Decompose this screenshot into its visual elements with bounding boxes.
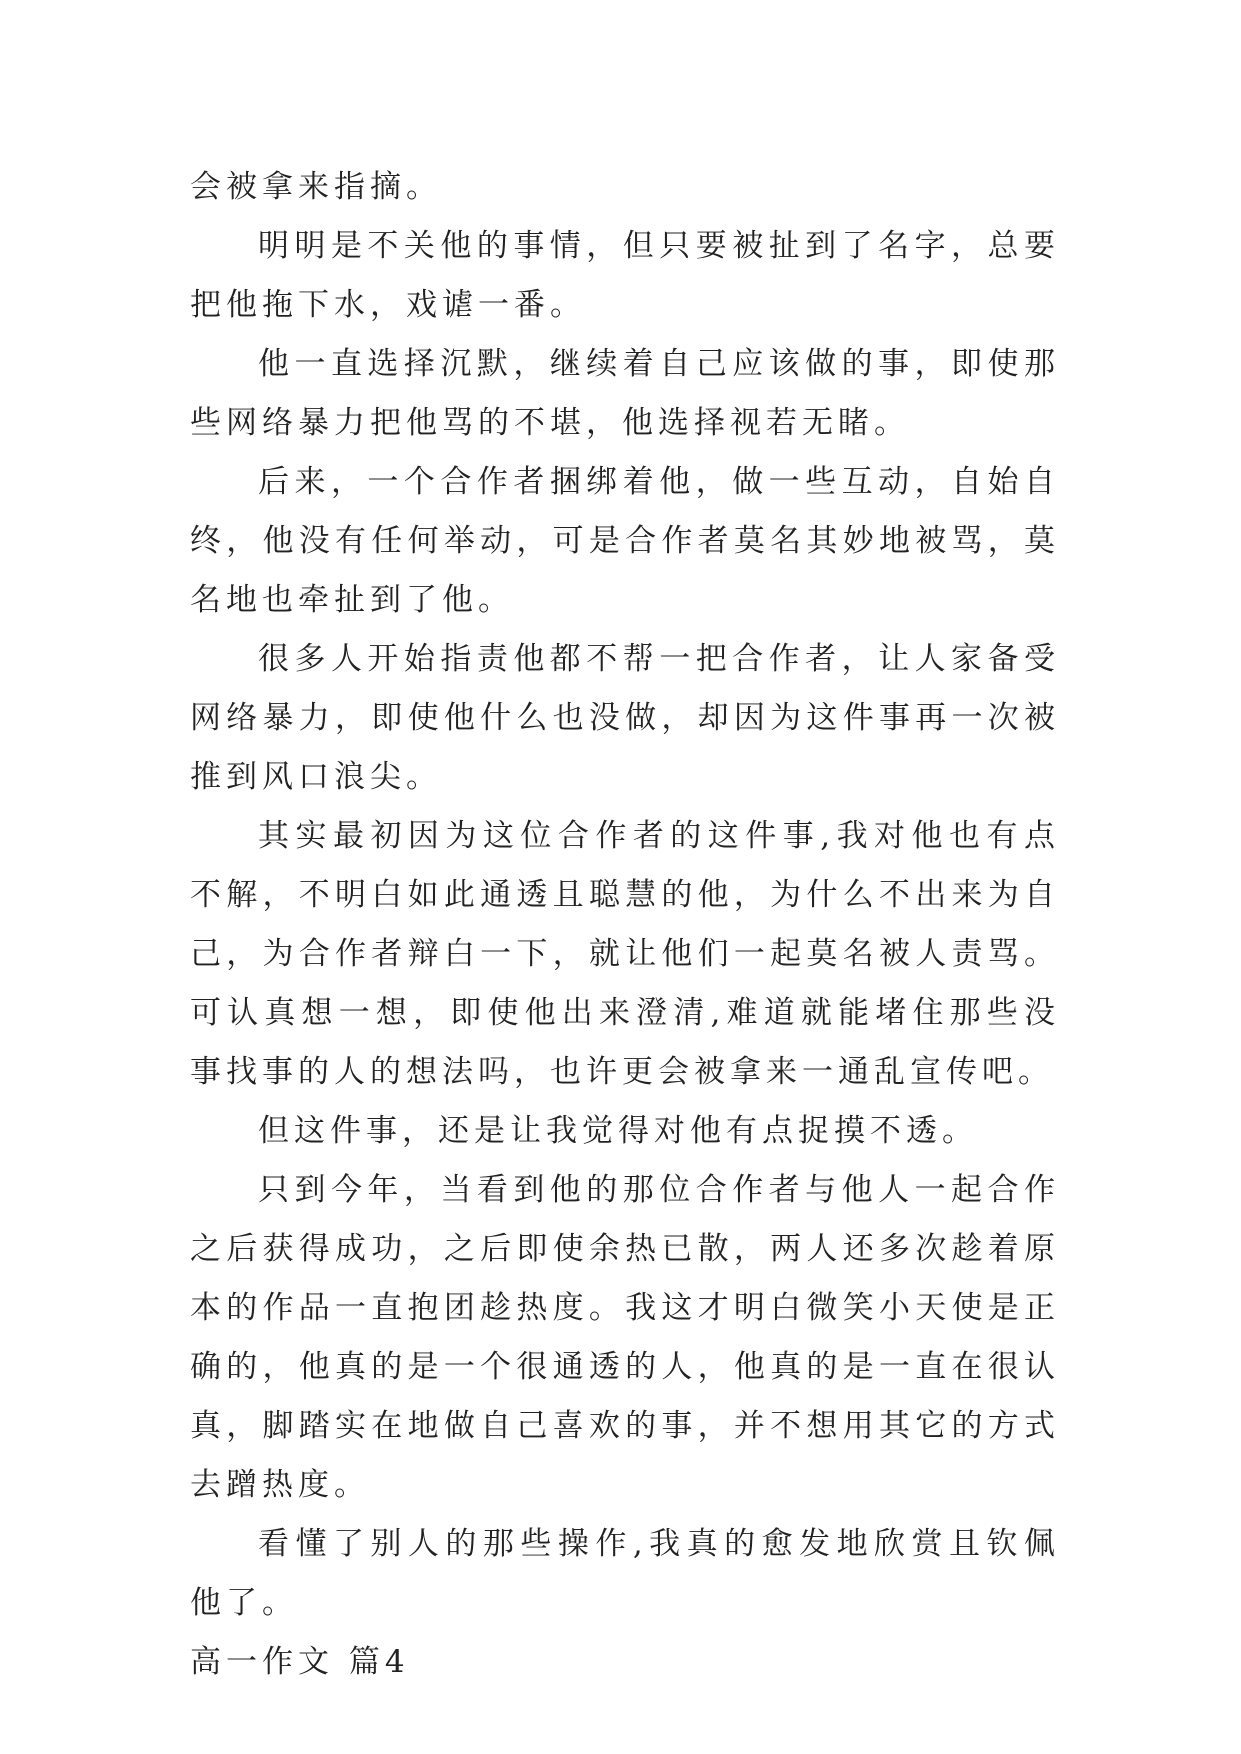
paragraph: 他一直选择沉默，继续着自己应该做的事，即使那些网络暴力把他骂的不堪，他选择视若无睹。	[190, 346, 1060, 441]
section-heading: 高一作文 篇4	[190, 1644, 410, 1680]
paragraph: 其实最初因为这位合作者的这件事,我对他也有点不解，不明白如此通透且聪慧的他，为什么不出来为自己，为合作者辩白一下，就让他们一起莫名被人责骂。可认真想一想，即使他出来澄清,难道就能堵住那些没事找事的人的想法吗，也许更会被拿来一通乱宣传吧。	[190, 818, 1060, 1090]
paragraph: 明明是不关他的事情，但只要被扯到了名字，总要把他拖下水，戏谑一番。	[190, 228, 1060, 323]
paragraph: 很多人开始指责他都不帮一把合作者，让人家备受网络暴力，即使他什么也没做，却因为这件事再一次被推到风口浪尖。	[190, 641, 1060, 795]
paragraph: 但这件事，还是让我觉得对他有点捉摸不透。	[258, 1113, 978, 1149]
paragraph: 只到今年，当看到他的那位合作者与他人一起合作之后获得成功，之后即使余热已散，两人还多次趁着原本的作品一直抱团趁热度。我这才明白微笑小天使是正确的，他真的是一个很通透的人，他真的是一直在很认真，脚踏实在地做自己喜欢的事，并不想用其它的方式去蹭热度。	[190, 1172, 1060, 1503]
paragraph: 看懂了别人的那些操作,我真的愈发地欣赏且钦佩他了。	[190, 1526, 1060, 1621]
document-body	[190, 158, 1060, 1692]
paragraph-continuation: 会被拿来指摘。	[190, 169, 442, 205]
paragraph: 后来，一个合作者捆绑着他，做一些互动，自始自终，他没有任何举动，可是合作者莫名其妙地被骂，莫名地也牵扯到了他。	[190, 464, 1060, 618]
